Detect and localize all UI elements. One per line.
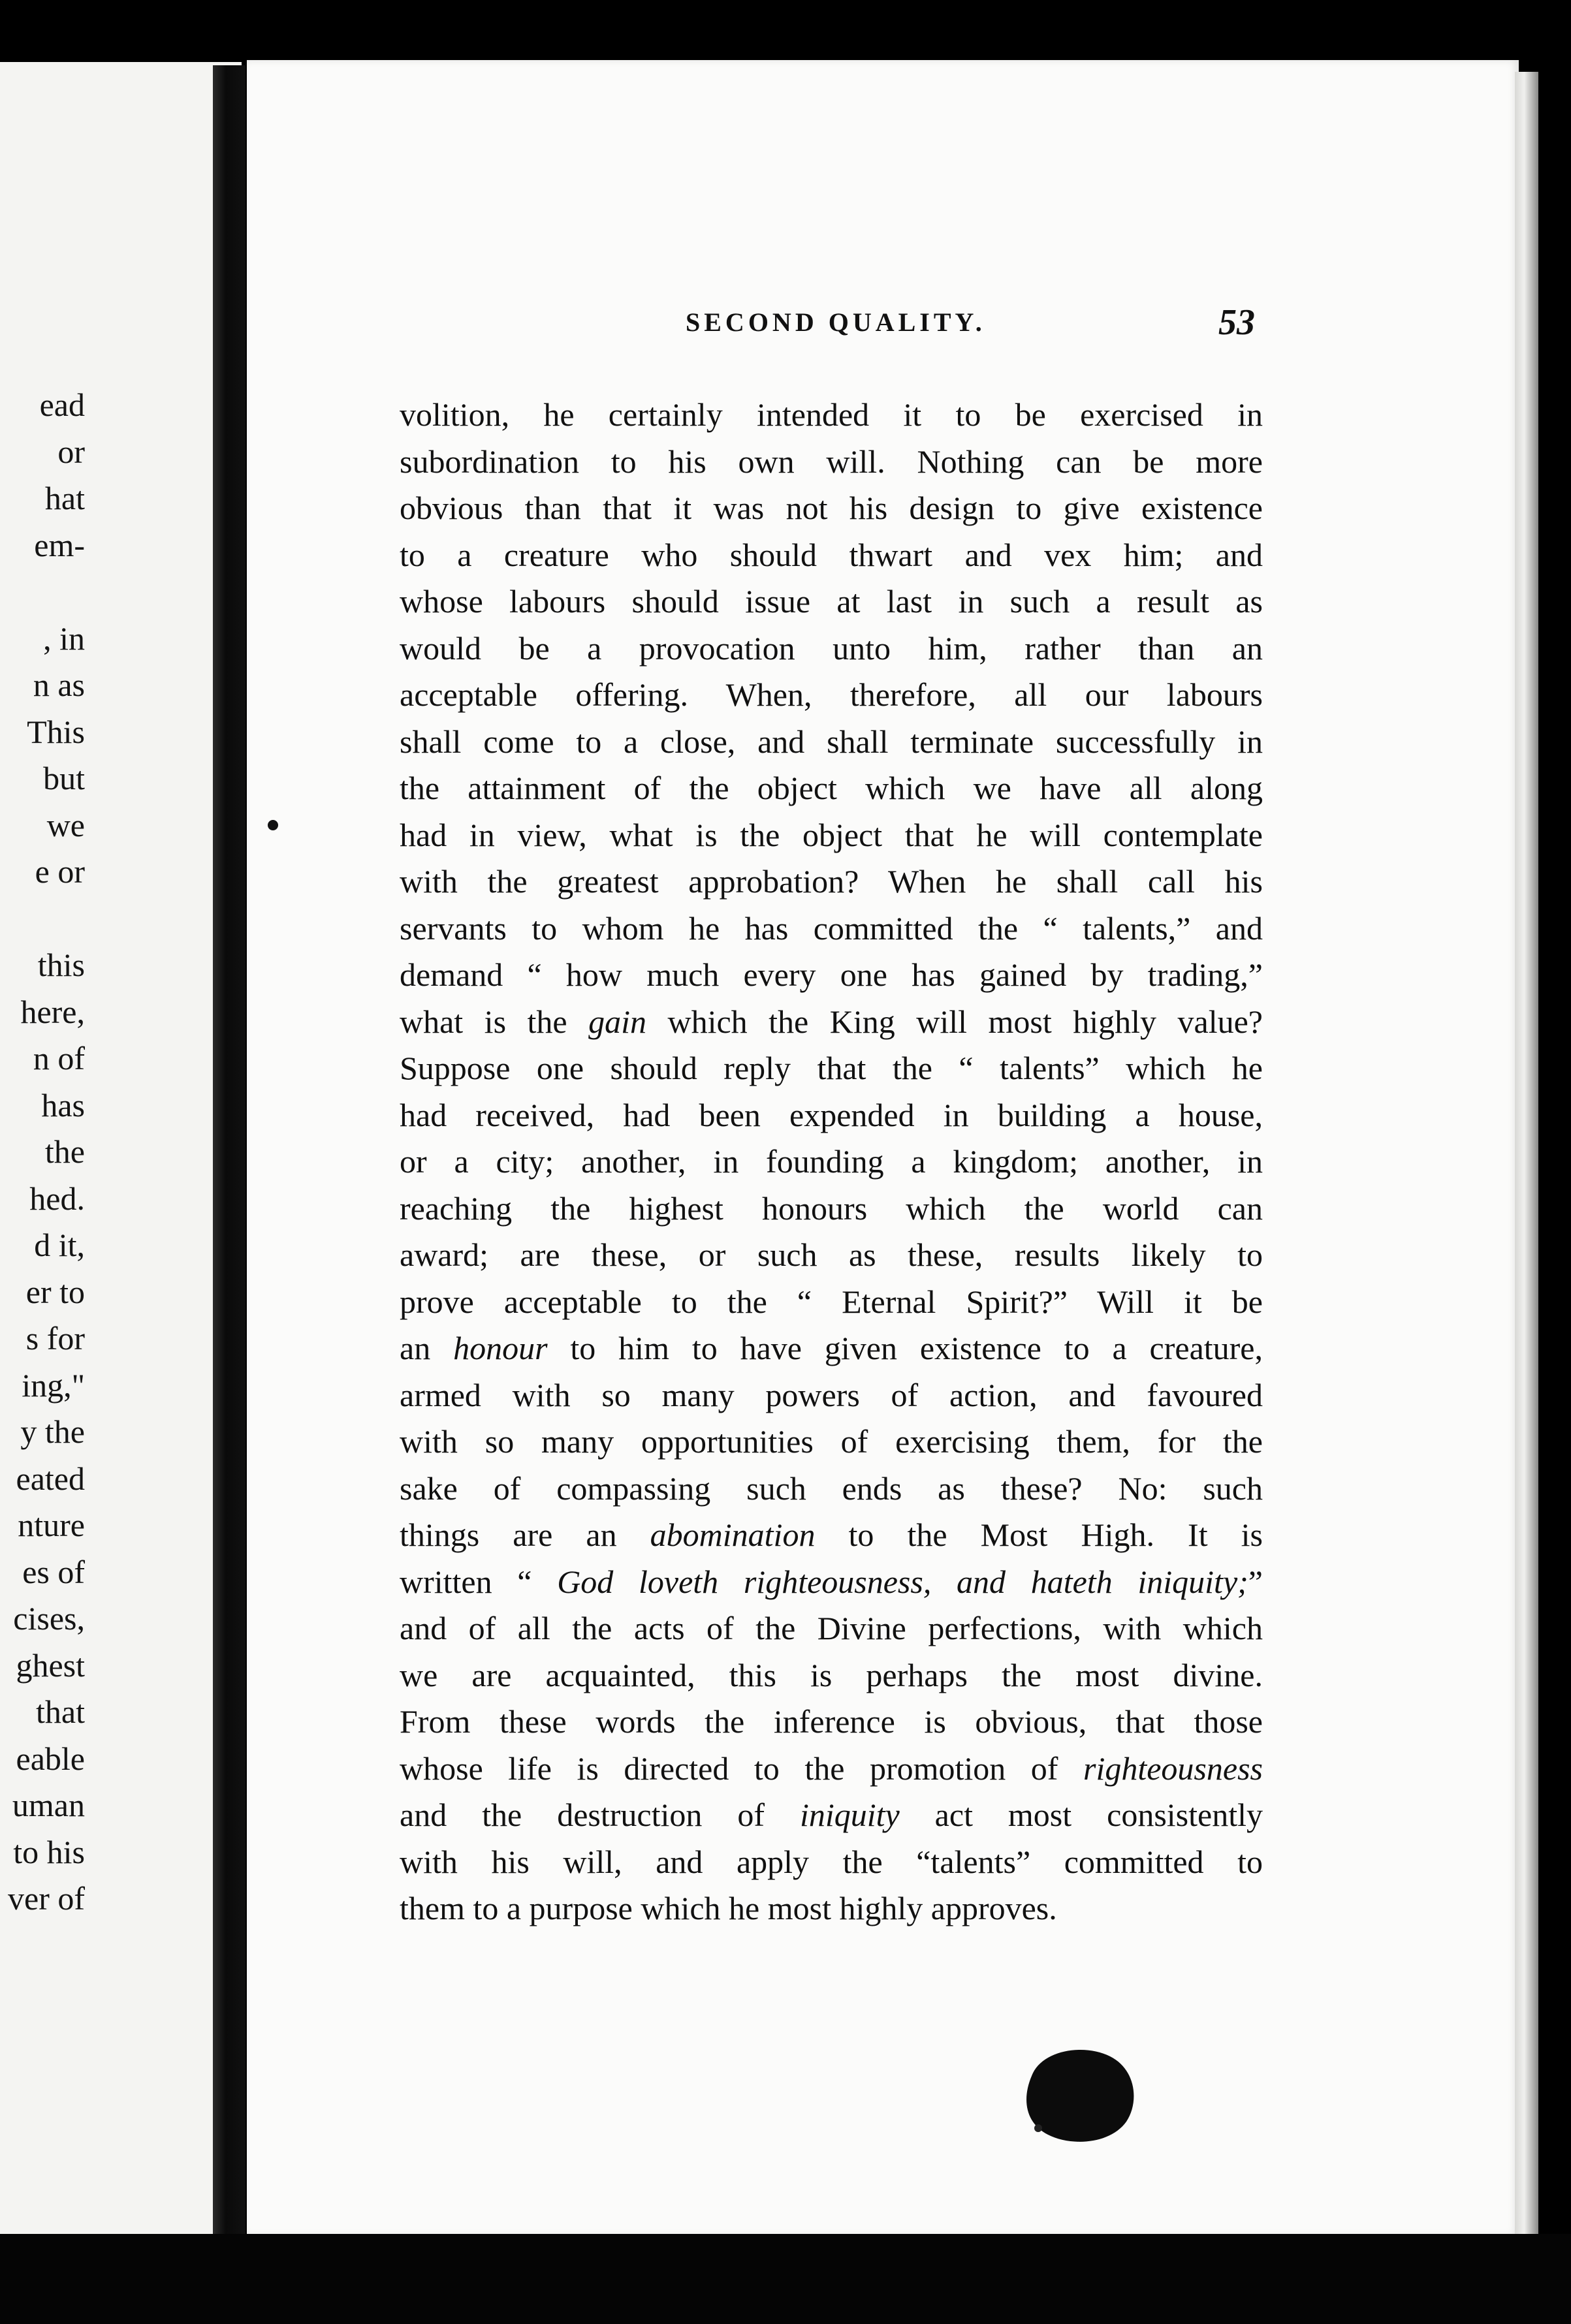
text-line [400, 1792, 1263, 1839]
text-segment: demand “ how much every one has gained by trading,” [400, 956, 1263, 993]
text-line [400, 485, 1263, 532]
left-page-fragment: , in [43, 620, 85, 657]
text-line [400, 858, 1263, 905]
text-segment: act most consistently [899, 1797, 1263, 1833]
left-page-fragment: s for [25, 1320, 85, 1357]
left-page-fragment: This [27, 713, 85, 750]
left-page-fragment: uman [12, 1787, 85, 1823]
text-segment: or a city; another, in founding a kingdom; another, in [400, 1143, 1263, 1180]
text-line [400, 999, 1263, 1046]
text-line [400, 1839, 1263, 1886]
italic-text: gain [588, 1003, 646, 1040]
text-line [400, 1325, 1263, 1372]
left-page-fragment: or [57, 433, 85, 470]
text-line [400, 392, 1263, 439]
left-page-fragment: ghest [16, 1646, 85, 1684]
italic-text: abomination [650, 1516, 816, 1553]
text-segment: acceptable offering. When, therefore, all our labours [400, 676, 1263, 713]
text-line [400, 765, 1263, 812]
text-segment: Suppose one should reply that the “ talents” which he [400, 1050, 1263, 1086]
text-segment: them to a purpose which he most highly approves. [400, 1890, 1057, 1926]
text-segment: with so many opportunities of exercising them, for the [400, 1423, 1263, 1460]
ink-blot [1012, 2037, 1143, 2148]
left-page-fragment: y the [20, 1413, 85, 1450]
text-segment: we are acquainted, this is perhaps the most divine. [400, 1656, 1263, 1693]
left-page-fragment: n of [33, 1040, 85, 1076]
left-page-fragment: ver of [8, 1880, 85, 1917]
text-segment: award; are these, or such as these, results likely to [400, 1236, 1263, 1273]
text-segment: with the greatest approbation? When he shall call his [400, 863, 1263, 900]
text-line [400, 1092, 1263, 1139]
left-page-fragment: eated [16, 1460, 85, 1497]
text-line [400, 952, 1263, 999]
page-number: 53 [1218, 302, 1255, 343]
left-page-fragment: e or [35, 853, 85, 890]
text-line [400, 1512, 1263, 1559]
italic-text: righteousness [1083, 1750, 1263, 1787]
left-page-fragment: n as [33, 667, 85, 703]
left-page-fragment: has [41, 1086, 85, 1123]
left-page-fragment: nture [18, 1507, 85, 1543]
left-page-fragment: that [36, 1693, 85, 1730]
text-segment: to him to have given existence to a creature, [547, 1330, 1263, 1366]
text-segment: to the Most High. It is [815, 1516, 1263, 1553]
text-segment: obvious than that it was not his design to give existence [400, 490, 1263, 526]
running-head: SECOND QUALITY. [686, 307, 986, 337]
left-page-fragment: hat [44, 480, 85, 516]
text-line [400, 1279, 1263, 1326]
page-edge [1515, 72, 1538, 2239]
text-segment: ” [1248, 1563, 1263, 1600]
text-line [400, 1232, 1263, 1279]
text-line [400, 1652, 1263, 1699]
left-page-fragment: d it, [34, 1227, 85, 1263]
text-segment: whose labours should issue at last in such a result as [400, 583, 1263, 620]
text-segment: servants to whom he has committed the “ talents,” and [400, 909, 1263, 947]
text-segment: From these words the inference is obvious, that those [400, 1703, 1263, 1740]
text-line [400, 1559, 1263, 1606]
text-segment: subordination to his own will. Nothing can be more [400, 443, 1263, 480]
left-page-fragment: em- [34, 526, 85, 563]
text-segment: the attainment of the object which we have all along [400, 770, 1263, 806]
text-segment: an [400, 1330, 454, 1366]
text-segment: whose life is directed to the promotion of [400, 1750, 1083, 1787]
left-page-fragment: es of [22, 1553, 85, 1590]
text-line [400, 532, 1263, 579]
text-line [400, 439, 1263, 486]
book-gutter [213, 65, 246, 2239]
left-page-fragment: cises, [13, 1600, 85, 1637]
left-page-fragment: this [37, 947, 85, 983]
left-page [0, 62, 242, 2249]
text-line [400, 1372, 1263, 1419]
text-line [400, 1466, 1263, 1513]
text-segment: written “ [400, 1563, 558, 1600]
left-page-fragment: to his [13, 1833, 85, 1870]
text-line [400, 1605, 1263, 1652]
text-segment: things are an [400, 1516, 650, 1553]
scan-bottom-band [0, 2234, 1571, 2324]
left-page-fragment: ead [39, 386, 85, 423]
italic-text: God loveth righteousness, and hateth iniquity; [557, 1563, 1248, 1600]
text-segment: and the destruction of [400, 1797, 800, 1833]
left-page-fragment: we [46, 806, 85, 843]
text-line [400, 1419, 1263, 1466]
text-segment: shall come to a close, and shall terminate successfully in [400, 723, 1263, 760]
italic-text: iniquity [799, 1797, 900, 1833]
left-page-fragment: er to [25, 1273, 85, 1310]
text-line [400, 672, 1263, 719]
left-page-fragment: ing," [22, 1366, 85, 1404]
margin-mark [268, 820, 278, 830]
text-line [400, 719, 1263, 766]
text-line [400, 905, 1263, 952]
text-line [400, 1699, 1263, 1746]
text-line [400, 812, 1263, 859]
text-line [400, 578, 1263, 625]
text-segment: with his will, and apply the “talents” committed to [400, 1843, 1263, 1880]
text-segment: reaching the highest honours which the world can [400, 1189, 1263, 1227]
text-segment: prove acceptable to the “ Eternal Spirit?” Will it be [400, 1283, 1263, 1320]
text-segment: and of all the acts of the Divine perfections, with which [400, 1610, 1263, 1646]
text-line [400, 1138, 1263, 1186]
text-segment: which the King will most highly value? [646, 1003, 1263, 1040]
italic-text: honour [453, 1330, 548, 1366]
text-line [400, 1885, 1263, 1932]
text-line [400, 1746, 1263, 1793]
text-line [400, 1186, 1263, 1233]
text-segment: armed with so many powers of action, and favoured [400, 1376, 1263, 1413]
text-segment: volition, he certainly intended it to be exercised in [400, 396, 1263, 433]
left-page-fragment: hed. [29, 1180, 85, 1217]
left-page-fragment: here, [20, 993, 85, 1030]
text-segment: had received, had been expended in building a house, [400, 1096, 1263, 1133]
text-segment: had in view, what is the object that he will contemplate [400, 816, 1263, 853]
left-page-fragment: eable [16, 1740, 85, 1777]
text-segment: would be a provocation unto him, rather than an [400, 629, 1263, 667]
text-segment: to a creature who should thwart and vex him; and [400, 536, 1263, 573]
text-segment: sake of compassing such ends as these? No: such [400, 1469, 1263, 1507]
text-segment: what is the [400, 1003, 589, 1040]
body-text [400, 392, 1263, 1932]
text-line [400, 625, 1263, 672]
left-page-fragment: but [43, 760, 85, 796]
left-page-fragment: the [44, 1133, 85, 1170]
text-line [400, 1045, 1263, 1092]
